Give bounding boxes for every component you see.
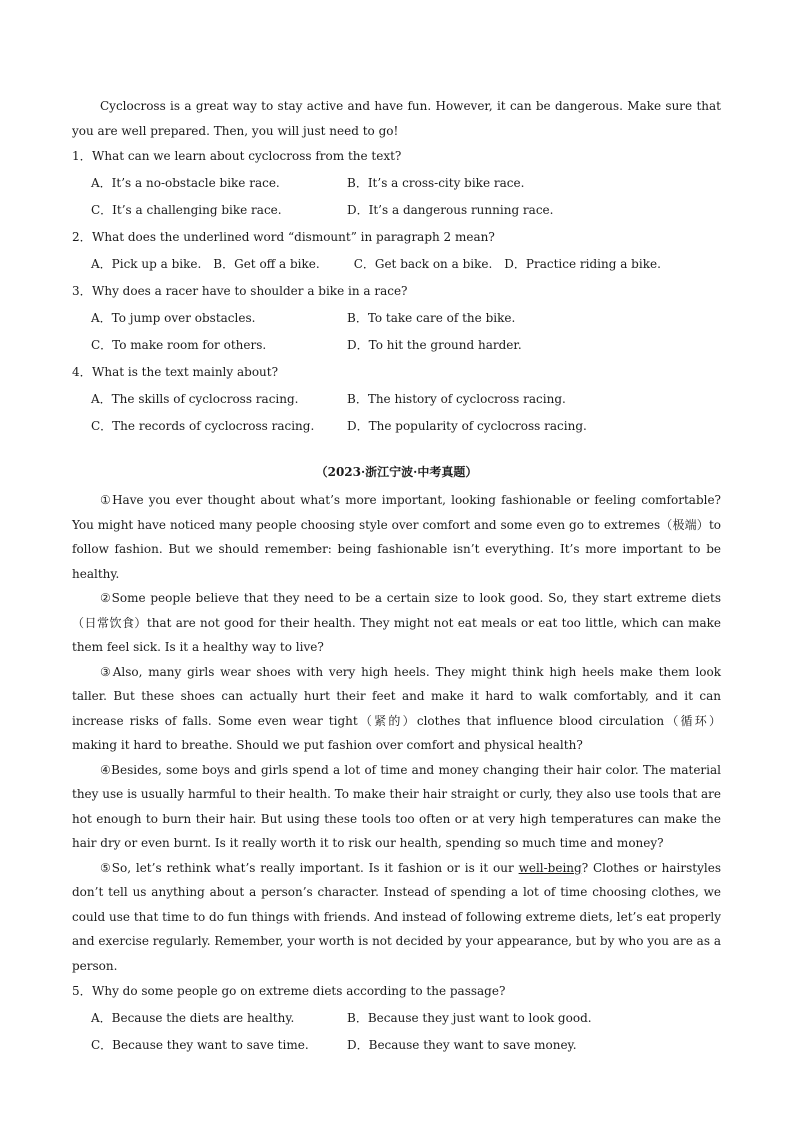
options — [72, 251, 721, 278]
option-c: C．Because they want to save time. — [91, 1038, 309, 1052]
question-text: What can we learn about cyclocross from the text? — [92, 149, 402, 163]
question-number: 5． — [72, 984, 92, 998]
question-text: What is the text mainly about? — [92, 365, 279, 379]
option-b: B．Because they just want to look good. — [347, 1011, 592, 1025]
question-number: 1． — [72, 149, 92, 163]
source-label: （2023·浙江宁波·中考真题） — [315, 465, 478, 479]
option-d: D．To hit the ground harder. — [347, 338, 522, 352]
underlined-word: well-being — [518, 860, 582, 875]
option-a: A．Because the diets are healthy. — [91, 1011, 295, 1025]
options — [72, 170, 721, 224]
option-b: B．To take care of the bike. — [347, 311, 516, 325]
question-text: What does the underlined word “dismount” in paragraph 2 mean? — [92, 230, 495, 244]
passage-paragraph-3: ③Also, many girls wear shoes with very high heels. They might think high heels make them look taller. But these shoes can actually hurt their feet and make it hard to walk comfortably, and it can increase risks of falls. Some even wear tight（紧的）clothes that influence blood circulation（循环）making it hard to breathe. Should we put fashion over comfort and physical health? — [72, 664, 721, 752]
option-d: D．Because they want to save money. — [347, 1038, 577, 1052]
option-a: A．The skills of cyclocross racing. — [91, 392, 299, 406]
passage-paragraph-2: ②Some people believe that they need to be a certain size to look good. So, they start extreme diets（日常饮食）that are not good for their health. They might not eat meals or eat too little, which can make them feel sick. Is it a healthy way to live? — [72, 591, 721, 654]
passage-paragraph-5 — [72, 856, 721, 979]
option-c: C．The records of cyclocross racing. — [91, 419, 315, 433]
option-c: C．To make room for others. — [91, 338, 267, 352]
passage-paragraph-1: ①Have you ever thought about what’s more important, looking fashionable or feeling comfortable? You might have noticed many people choosing style over comfort and some even go to extremes（极端）to follow fashion. But we should remember: being fashionable isn’t everything. It’s more important to be healthy. — [72, 493, 721, 581]
option-a: A．It’s a no-obstacle bike race. — [91, 176, 280, 190]
question-3 — [72, 278, 721, 359]
question-number: 2． — [72, 230, 92, 244]
question-5 — [72, 978, 721, 1059]
question-text: Why does a racer have to shoulder a bike in a race? — [92, 284, 408, 298]
option-b: B．Get off a bike. — [213, 257, 320, 271]
question-4 — [72, 359, 721, 440]
intro-paragraph: Cyclocross is a great way to stay active and have fun. However, it can be dangerous. Make sure that you are well prepared. Then, you will just need to go! — [72, 99, 721, 138]
options — [72, 1005, 721, 1059]
question-text: Why do some people go on extreme diets according to the passage? — [92, 984, 506, 998]
passage-paragraph-4: ④Besides, some boys and girls spend a lot of time and money changing their hair color. The material they use is usually harmful to their health. To make their hair straight or curly, they also use tools that are hot enough to burn their hair. But using these tools too often or at very high temperatures can make the hair dry or even burnt. Is it really worth it to risk our health, spending so much time and money? — [72, 762, 721, 850]
option-b: B．It’s a cross-city bike race. — [347, 176, 525, 190]
option-a: A．Pick up a bike. — [91, 257, 202, 271]
paragraph-5-end: ? Clothes or hairstyles don’t tell us anything about a person’s character. Instead of spending a lot of time choosing clothes, we could use that time to do fun things with friends. And instead of following extreme diets, let’s eat properly and exercise regularly. Remember, your worth is not decided by your appearance, but by who you are as a person. — [72, 860, 721, 973]
question-number: 3． — [72, 284, 92, 298]
option-d: D．The popularity of cyclocross racing. — [347, 419, 587, 433]
options — [72, 386, 721, 440]
options — [72, 305, 721, 359]
option-b: B．The history of cyclocross racing. — [347, 392, 566, 406]
question-1 — [72, 143, 721, 224]
paragraph-5-start: ⑤So, let’s rethink what’s really important. Is it fashion or is it our — [100, 860, 519, 875]
option-d: D．Practice riding a bike. — [504, 257, 661, 271]
option-c: C．Get back on a bike. — [353, 257, 493, 271]
option-d: D．It’s a dangerous running race. — [347, 203, 554, 217]
question-2 — [72, 224, 721, 278]
option-a: A．To jump over obstacles. — [91, 311, 256, 325]
question-number: 4． — [72, 365, 92, 379]
option-c: C．It’s a challenging bike race. — [91, 203, 282, 217]
